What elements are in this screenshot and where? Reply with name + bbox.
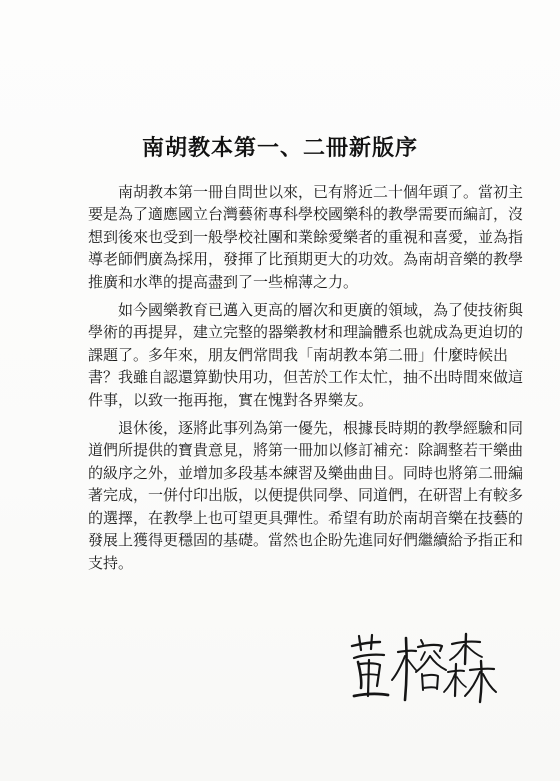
paragraph-1 [88,181,524,293]
text-line: 書？我雖自認還算勤快用功，但苦於工作太忙，抽不出時間來做這 [88,368,524,387]
text-line: 發展上獲得更穩固的基礎。當然也企盼先進同好們繼續給予指正和 [88,531,524,550]
text-line: 推廣和水準的提高盡到了一些棉薄之力。 [88,272,359,291]
text-line: 課題了。多年來，朋友們常問我「南胡教本第二冊」什麼時候出 [88,345,509,364]
text-line: 的級序之外，並增加多段基本練習及樂曲曲目。同時也將第二冊編 [88,463,524,482]
paragraph-2 [88,299,524,411]
paragraph-3 [88,417,524,574]
text-line: 著完成，一併付印出版，以便提供同學、同道們，在研習上有較多 [88,486,524,505]
text-line: 如今國樂教育已邁入更高的層次和更廣的領域，為了使技術與 [88,301,524,320]
text-line: 想到後來也受到一般學校社團和業餘愛樂者的重視和喜愛，並為指 [88,227,524,246]
text-line: 南胡教本第一冊自問世以來，已有將近二十個年頭了。當初主 [88,183,524,201]
text-line: 退休後，逐將此事列為第一優先，根據長時期的教學經驗和同 [88,419,524,438]
text-line: 要是為了適應國立台灣藝術專科學校國樂科的教學需要而編訂，沒 [88,205,524,224]
document-title: 南胡教本第一、二冊新版序 [141,135,418,161]
preface-body [88,181,524,580]
text-line: 件事，以致一拖再拖，實在愧對各界樂友。 [88,390,374,409]
text-line: 道們所提供的寶貴意見，將第一冊加以修訂補充：除調整若干樂曲 [88,441,524,460]
text-line: 學術的再提昇，建立完整的器樂教材和理論體系也就成為更迫切的 [88,323,524,342]
text-line: 支持。 [88,553,134,572]
signature-graphic [348,630,498,710]
text-line: 導老師們廣為採用，發揮了比預期更大的功效。為南胡音樂的教學 [88,250,524,269]
handwritten-signature [348,630,498,710]
text-line: 的選擇，在教學上也可望更具彈性。希望有助於南胡音樂在技藝的 [88,508,524,527]
